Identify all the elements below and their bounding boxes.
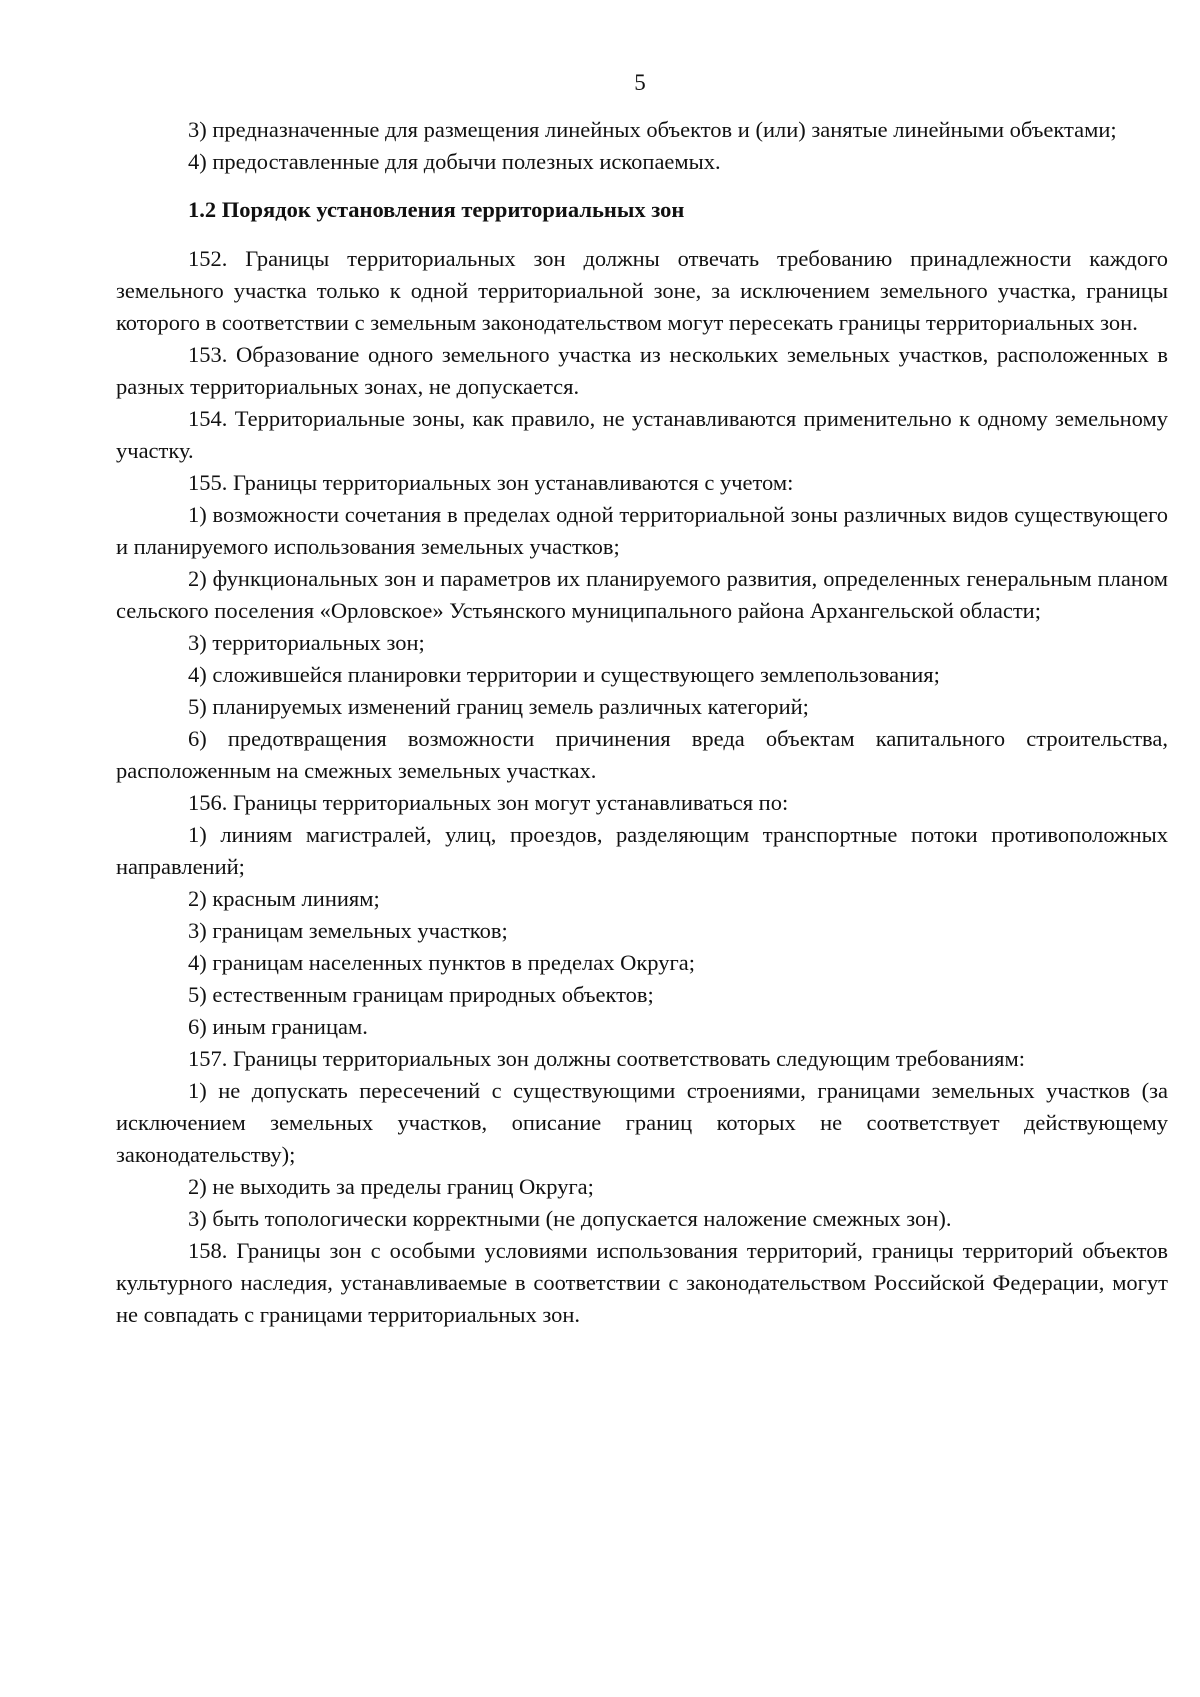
list-item: 6) предотвращения возможности причинения вреда объектам капитального строительства, расположенным на смежных земельных участках. <box>116 726 1168 783</box>
paragraph-152: 152. Границы территориальных зон должны отвечать требованию принадлежности каждого земельного участка только к одной территориальной зоне, за исключением земельного участка, границы которого в соответствии с земельным законодательством могут пересекать границы территориальных зон. <box>116 246 1168 335</box>
list-item: 1) не допускать пересечений с существующими строениями, границами земельных участков (за исключением земельных участков, описание границ которых не соответствует действующему законодательству); <box>116 1078 1168 1167</box>
document-body <box>116 114 1168 1331</box>
paragraph-158: 158. Границы зон с особыми условиями использования территорий, границы территорий объектов культурного наследия, устанавливаемые в соответствии с законодательством Российской Федерации, могут не совпадать с границами территориальных зон. <box>116 1238 1168 1327</box>
list-item: 1) возможности сочетания в пределах одной территориальной зоны различных видов существующего и планируемого использования земельных участков; <box>116 502 1168 559</box>
list-item: 4) предоставленные для добычи полезных ископаемых. <box>188 149 721 174</box>
list-item: 4) сложившейся планировки территории и существующего землепользования; <box>188 662 940 687</box>
list-item: 5) планируемых изменений границ земель различных категорий; <box>188 694 809 719</box>
list-item: 3) границам земельных участков; <box>188 918 508 943</box>
paragraph-155: 155. Границы территориальных зон устанавливаются с учетом: <box>188 470 794 495</box>
paragraph-157: 157. Границы территориальных зон должны соответствовать следующим требованиям: <box>188 1046 1025 1071</box>
list-item: 3) территориальных зон; <box>188 630 425 655</box>
list-item: 1) линиям магистралей, улиц, проездов, разделяющим транспортные потоки противоположных направлений; <box>116 822 1168 879</box>
list-item: 6) иным границам. <box>188 1014 368 1039</box>
list-item: 2) красным линиям; <box>188 886 380 911</box>
paragraph-153: 153. Образование одного земельного участка из нескольких земельных участков, расположенных в разных территориальных зонах, не допускается. <box>116 342 1168 399</box>
list-item: 3) быть топологически корректными (не допускается наложение смежных зон). <box>188 1206 952 1231</box>
list-item: 2) функциональных зон и параметров их планируемого развития, определенных генеральным планом сельского поселения «Орловское» Устьянского муниципального района Архангельской области; <box>116 566 1168 623</box>
list-item: 3) предназначенные для размещения линейных объектов и (или) занятые линейными объектами; <box>188 117 1117 142</box>
list-item: 5) естественным границам природных объектов; <box>188 982 654 1007</box>
list-item: 2) не выходить за пределы границ Округа; <box>188 1174 594 1199</box>
list-item: 4) границам населенных пунктов в пределах Округа; <box>188 950 695 975</box>
section-heading: 1.2 Порядок установления территориальных зон <box>188 197 685 222</box>
paragraph-156: 156. Границы территориальных зон могут устанавливаться по: <box>188 790 789 815</box>
paragraph-154: 154. Территориальные зоны, как правило, не устанавливаются применительно к одному земельному участку. <box>116 406 1168 463</box>
page-number: 5 <box>634 70 646 95</box>
